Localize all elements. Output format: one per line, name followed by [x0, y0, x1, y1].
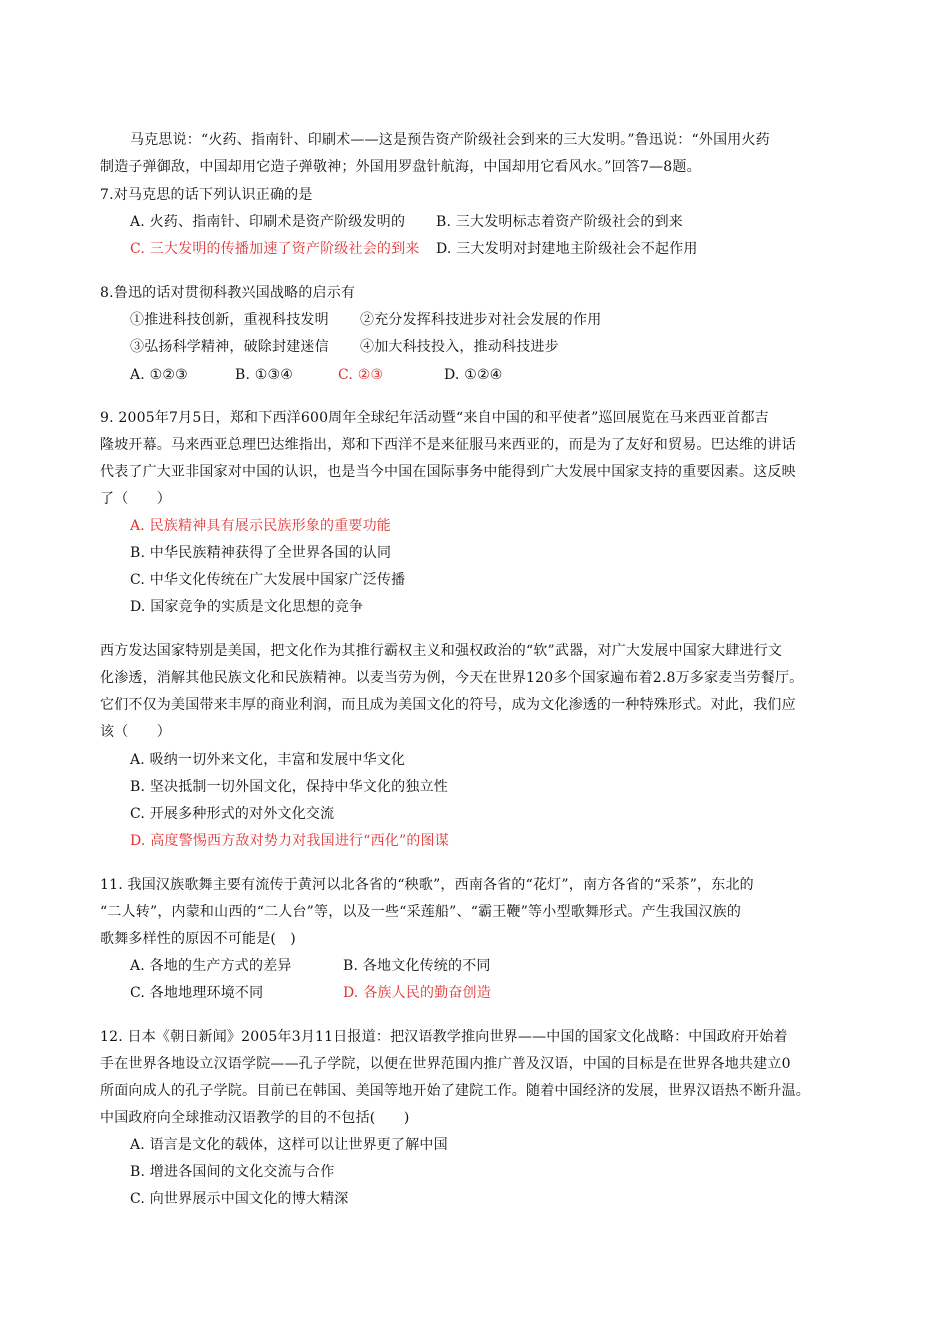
q12-option-a: A. 语言是文化的载体，这样可以让世界更了解中国 [130, 1137, 448, 1153]
q10-option-c: C. 开展多种形式的对外文化交流 [130, 806, 335, 822]
q7-option-d: D. 三大发明对封建地主阶级社会不起作用 [436, 241, 698, 257]
q11-line-2: “二人转”，内蒙和山西的“二人台”等，以及一些“采莲船”、“霸王鞭”等小型歌舞形式。产生我国汉族的 [100, 904, 742, 920]
q9-line-2: 隆坡开幕。马来西亚总理巴达维指出，郑和下西洋不是来征服马来西亚的，而是为了友好和贸易。巴达维的讲话 [100, 437, 796, 453]
q8-option-a: A. ①②③ [130, 367, 188, 383]
q10-line-2: 化渗透，消解其他民族文化和民族精神。以麦当劳为例，今天在世界120多个国家遍布着2.8万多家麦当劳餐厅。 [100, 670, 804, 686]
q10-option-d-answer: D. 高度警惕西方敌对势力对我国进行“西化”的图谋 [130, 833, 449, 849]
q8-option-b: B. ①③④ [235, 367, 294, 383]
q12-line-1: 12. 日本《朝日新闻》2005年3月11日报道：把汉语教学推向世界——中国的国家文化战略：中国政府开始着 [100, 1029, 788, 1045]
q7-option-b: B. 三大发明标志着资产阶级社会的到来 [436, 214, 683, 230]
q10-line-4: 该（ ） [100, 724, 171, 740]
q8-stem: 8.鲁迅的话对贯彻科教兴国战略的启示有 [100, 285, 356, 301]
q10-line-3: 它们不仅为美国带来丰厚的商业利润，而且成为美国文化的符号，成为文化渗透的一种特殊形式。对此，我们应 [100, 697, 796, 713]
intro-line-2: 制造子弹御敌，中国却用它造子弹敬神；外国用罗盘针航海，中国却用它看风水。”回答7—8题。 [100, 159, 701, 175]
q11-option-b: B. 各地文化传统的不同 [343, 958, 491, 974]
q12-option-c: C. 向世界展示中国文化的博大精深 [130, 1191, 349, 1207]
q10-line-1: 西方发达国家特别是美国，把文化作为其推行霸权主义和强权政治的“软”武器，对广大发展中国家大肆进行文 [100, 643, 783, 659]
q11-line-3: 歌舞多样性的原因不可能是( ) [100, 931, 296, 947]
intro-line-1: 马克思说：“火药、指南针、印刷术——这是预告资产阶级社会到来的三大发明。”鲁迅说：“外国用火药 [130, 132, 770, 148]
q9-option-a-answer: A. 民族精神具有展示民族形象的重要功能 [130, 518, 392, 534]
q8-option-d: D. ①②④ [444, 367, 503, 383]
q9-line-4: 了（ ） [100, 491, 171, 507]
q7-option-c-answer: C. 三大发明的传播加速了资产阶级社会的到来 [130, 241, 420, 257]
q10-option-b: B. 坚决抵制一切外国文化，保持中华文化的独立性 [130, 779, 448, 795]
q9-line-1: 9. 2005年7月5日，郑和下西洋600周年全球纪年活动暨“来自中国的和平使者”巡回展览在马来西亚首都吉 [100, 410, 769, 426]
q9-line-3: 代表了广大亚非国家对中国的认识，也是当今中国在国际事务中能得到广大发展中国家支持的重要因素。这反映 [100, 464, 796, 480]
q8-option-c-answer: C. ②③ [338, 367, 384, 383]
q8-statement-4: ④加大科技投入，推动科技进步 [360, 339, 559, 355]
q8-statement-1: ①推进科技创新，重视科技发明 [130, 312, 329, 328]
q11-option-d-answer: D. 各族人民的勤奋创造 [343, 985, 492, 1001]
q11-option-c: C. 各地地理环境不同 [130, 985, 264, 1001]
q12-line-2: 手在世界各地设立汉语学院——孔子学院，以便在世界范围内推广普及汉语，中国的目标是在世界各地共建立0 [100, 1056, 791, 1072]
q8-statement-2: ②充分发挥科技进步对社会发展的作用 [360, 312, 602, 328]
q10-option-a: A. 吸纳一切外来文化，丰富和发展中华文化 [130, 752, 406, 768]
q11-option-a: A. 各地的生产方式的差异 [130, 958, 292, 974]
q9-option-d: D. 国家竞争的实质是文化思想的竞争 [130, 599, 364, 615]
q12-line-3: 所面向成人的孔子学院。目前已在韩国、美国等地开始了建院工作。随着中国经济的发展，世界汉语热不断升温。 [100, 1083, 810, 1099]
q12-line-4: 中国政府向全球推动汉语教学的目的不包括( ) [100, 1110, 410, 1126]
q7-option-a: A. 火药、指南针、印刷术是资产阶级发明的 [130, 214, 406, 230]
q11-line-1: 11. 我国汉族歌舞主要有流传于黄河以北各省的“秧歌”，西南各省的“花灯”，南方各省的“采茶”，东北的 [100, 877, 754, 893]
q7-stem: 7.对马克思的话下列认识正确的是 [100, 187, 313, 203]
q9-option-c: C. 中华文化传统在广大发展中国家广泛传播 [130, 572, 406, 588]
q8-statement-3: ③弘扬科学精神，破除封建迷信 [130, 339, 329, 355]
q12-option-b: B. 增进各国间的文化交流与合作 [130, 1164, 335, 1180]
q9-option-b: B. 中华民族精神获得了全世界各国的认同 [130, 545, 392, 561]
